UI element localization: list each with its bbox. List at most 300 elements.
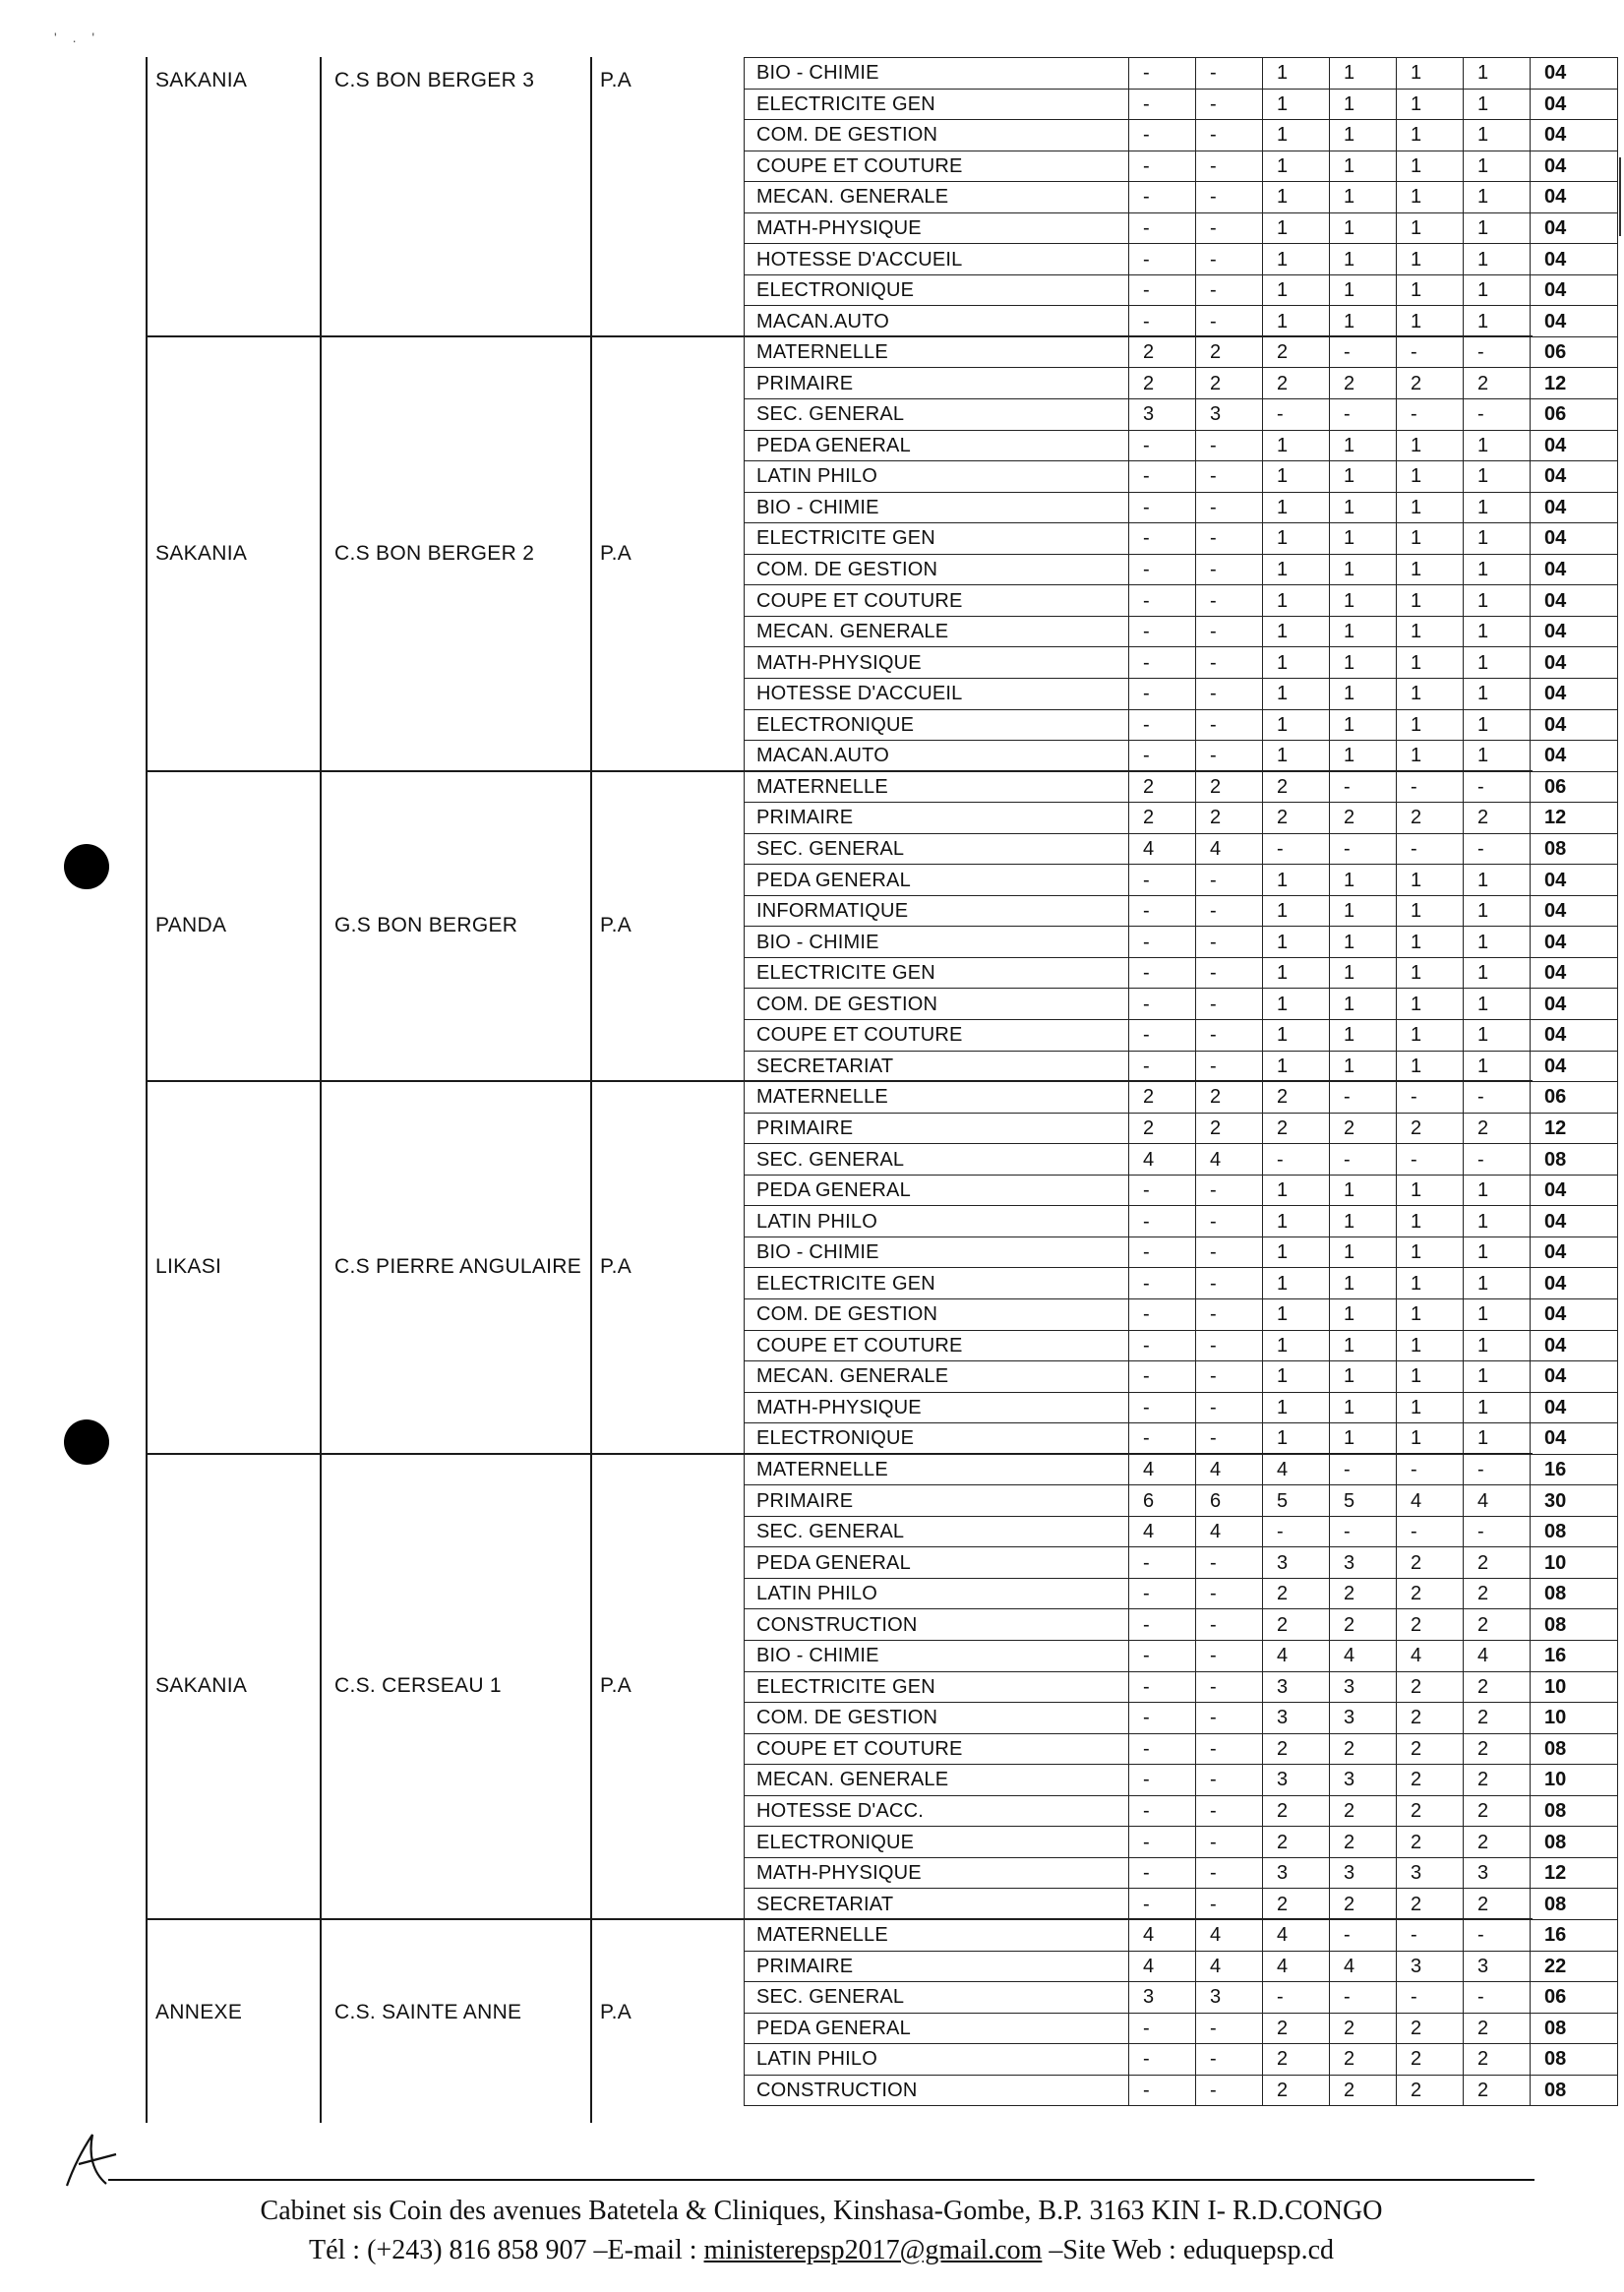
count-cell: 1 xyxy=(1464,927,1531,958)
count-cell: - xyxy=(1196,151,1263,182)
option-name-cell: MATERNELLE xyxy=(745,1920,1129,1952)
count-cell: 1 xyxy=(1464,741,1531,772)
binder-hole-icon xyxy=(64,1419,109,1465)
total-cell: 12 xyxy=(1531,1857,1618,1889)
school-type-cell: P.A xyxy=(600,541,632,565)
count-cell: - xyxy=(1129,1609,1196,1641)
count-cell: 2 xyxy=(1397,368,1464,399)
count-cell: - xyxy=(1196,895,1263,927)
count-cell: - xyxy=(1464,1516,1531,1547)
count-cell: 2 xyxy=(1464,1733,1531,1765)
count-cell: - xyxy=(1129,1733,1196,1765)
count-cell: 1 xyxy=(1263,492,1330,523)
count-cell: 1 xyxy=(1263,1175,1330,1206)
count-cell: 2 xyxy=(1464,1113,1531,1144)
table-row xyxy=(745,1951,1618,1982)
count-cell: - xyxy=(1196,1361,1263,1393)
count-cell: 4 xyxy=(1263,1951,1330,1982)
count-cell: 1 xyxy=(1263,212,1330,244)
count-cell: - xyxy=(1196,1795,1263,1827)
count-cell: 1 xyxy=(1263,89,1330,120)
option-name-cell: SEC. GENERAL xyxy=(745,399,1129,431)
count-cell: 2 xyxy=(1464,1795,1531,1827)
count-cell: - xyxy=(1196,89,1263,120)
count-cell: 3 xyxy=(1129,399,1196,431)
count-cell: 3 xyxy=(1464,1857,1531,1889)
count-cell: 1 xyxy=(1330,492,1397,523)
count-cell: 1 xyxy=(1330,58,1397,90)
table-row xyxy=(745,1547,1618,1579)
count-cell: 1 xyxy=(1397,678,1464,709)
count-cell: - xyxy=(1196,1641,1263,1672)
count-cell: 1 xyxy=(1397,585,1464,617)
count-cell: - xyxy=(1129,212,1196,244)
school-type-cell: P.A xyxy=(600,914,632,937)
count-cell: 1 xyxy=(1330,1392,1397,1423)
option-name-cell: SECRETARIAT xyxy=(745,1051,1129,1082)
table-row xyxy=(745,1857,1618,1889)
count-cell: 1 xyxy=(1464,120,1531,151)
total-cell: 04 xyxy=(1531,1298,1618,1330)
total-cell: 08 xyxy=(1531,2013,1618,2044)
option-name-cell: COUPE ET COUTURE xyxy=(745,585,1129,617)
count-cell: 3 xyxy=(1263,1703,1330,1734)
total-cell: 30 xyxy=(1531,1485,1618,1517)
count-cell: 2 xyxy=(1464,2013,1531,2044)
count-cell: - xyxy=(1196,647,1263,679)
count-cell: - xyxy=(1129,1051,1196,1082)
signature-icon xyxy=(59,2125,128,2194)
page-edge-mark xyxy=(1619,157,1621,236)
count-cell: 3 xyxy=(1129,1982,1196,2014)
count-cell: 1 xyxy=(1397,120,1464,151)
count-cell: - xyxy=(1196,1236,1263,1268)
count-cell: 2 xyxy=(1330,2075,1397,2106)
total-cell: 04 xyxy=(1531,957,1618,989)
count-cell: - xyxy=(1263,1982,1330,2014)
table-row xyxy=(745,803,1618,834)
count-cell: 1 xyxy=(1464,1206,1531,1237)
count-cell: - xyxy=(1196,1547,1263,1579)
count-cell: 1 xyxy=(1330,274,1397,306)
count-cell: 2 xyxy=(1397,1827,1464,1858)
count-cell: 2 xyxy=(1330,1795,1397,1827)
total-cell: 04 xyxy=(1531,430,1618,461)
count-cell: 5 xyxy=(1330,1485,1397,1517)
count-cell: 4 xyxy=(1129,833,1196,865)
options-table xyxy=(744,1454,1618,1920)
total-cell: 04 xyxy=(1531,182,1618,213)
count-cell: 5 xyxy=(1263,1485,1330,1517)
count-cell: 2 xyxy=(1397,1671,1464,1703)
count-cell: - xyxy=(1196,709,1263,741)
count-cell: 4 xyxy=(1196,1920,1263,1952)
count-cell: 1 xyxy=(1464,1298,1531,1330)
count-cell: 4 xyxy=(1263,1454,1330,1485)
count-cell: - xyxy=(1196,461,1263,493)
count-cell: 2 xyxy=(1263,1795,1330,1827)
count-cell: 1 xyxy=(1263,585,1330,617)
count-cell: 1 xyxy=(1464,895,1531,927)
count-cell: 1 xyxy=(1464,678,1531,709)
table-row xyxy=(745,492,1618,523)
count-cell: - xyxy=(1196,1020,1263,1052)
count-cell: - xyxy=(1129,492,1196,523)
count-cell: - xyxy=(1330,399,1397,431)
table-row xyxy=(745,430,1618,461)
count-cell: 1 xyxy=(1263,1330,1330,1361)
count-cell: 1 xyxy=(1330,1051,1397,1082)
option-name-cell: PRIMAIRE xyxy=(745,368,1129,399)
count-cell: - xyxy=(1196,306,1263,337)
count-cell: - xyxy=(1196,1857,1263,1889)
count-cell: - xyxy=(1464,1454,1531,1485)
count-cell: 2 xyxy=(1397,1113,1464,1144)
footer-email: ministerepsp2017@gmail.com xyxy=(703,2235,1043,2265)
count-cell: 4 xyxy=(1129,1920,1196,1952)
table-row xyxy=(745,1082,1618,1114)
count-cell: 1 xyxy=(1263,989,1330,1020)
count-cell: 1 xyxy=(1464,523,1531,555)
count-cell: 2 xyxy=(1464,1578,1531,1609)
count-cell: - xyxy=(1464,771,1531,803)
count-cell: - xyxy=(1196,678,1263,709)
count-cell: - xyxy=(1397,1082,1464,1114)
count-cell: 2 xyxy=(1263,368,1330,399)
count-cell: 1 xyxy=(1263,1236,1330,1268)
count-cell: 1 xyxy=(1330,151,1397,182)
count-cell: - xyxy=(1196,2075,1263,2106)
table-row xyxy=(745,1392,1618,1423)
school-name-cell: C.S BON BERGER 3 xyxy=(334,69,535,91)
count-cell: 1 xyxy=(1263,709,1330,741)
count-cell: 1 xyxy=(1464,58,1531,90)
option-name-cell: ELECTRICITE GEN xyxy=(745,1671,1129,1703)
count-cell: 3 xyxy=(1196,1982,1263,2014)
count-cell: 2 xyxy=(1397,1795,1464,1827)
count-cell: - xyxy=(1196,1827,1263,1858)
count-cell: 3 xyxy=(1263,1857,1330,1889)
count-cell: - xyxy=(1196,957,1263,989)
count-cell: - xyxy=(1330,1982,1397,2014)
table-row xyxy=(745,1298,1618,1330)
option-name-cell: PRIMAIRE xyxy=(745,803,1129,834)
total-cell: 08 xyxy=(1531,2044,1618,2076)
option-name-cell: MATERNELLE xyxy=(745,1082,1129,1114)
total-cell: 12 xyxy=(1531,803,1618,834)
count-cell: 1 xyxy=(1397,1175,1464,1206)
total-cell: 04 xyxy=(1531,1423,1618,1455)
count-cell: - xyxy=(1196,1330,1263,1361)
option-name-cell: PEDA GENERAL xyxy=(745,1547,1129,1579)
count-cell: 3 xyxy=(1464,1951,1531,1982)
table-row xyxy=(745,1733,1618,1765)
table-row xyxy=(745,647,1618,679)
count-cell: 2 xyxy=(1397,2044,1464,2076)
count-cell: 1 xyxy=(1263,120,1330,151)
count-cell: - xyxy=(1196,58,1263,90)
count-cell: 4 xyxy=(1464,1641,1531,1672)
count-cell: 2 xyxy=(1330,803,1397,834)
total-cell: 04 xyxy=(1531,1020,1618,1052)
table-row xyxy=(745,1485,1618,1517)
count-cell: 3 xyxy=(1397,1951,1464,1982)
table-row xyxy=(745,771,1618,803)
total-cell: 04 xyxy=(1531,1206,1618,1237)
count-cell: - xyxy=(1129,989,1196,1020)
option-name-cell: SEC. GENERAL xyxy=(745,1516,1129,1547)
total-cell: 04 xyxy=(1531,523,1618,555)
count-cell: 2 xyxy=(1196,368,1263,399)
count-cell: 1 xyxy=(1330,1236,1397,1268)
total-cell: 04 xyxy=(1531,1361,1618,1393)
table-row xyxy=(745,1330,1618,1361)
count-cell: 1 xyxy=(1330,1298,1397,1330)
table-row xyxy=(745,1113,1618,1144)
total-cell: 12 xyxy=(1531,368,1618,399)
count-cell: 4 xyxy=(1196,833,1263,865)
count-cell: 1 xyxy=(1464,709,1531,741)
footer-tel: Tél : (+243) 816 858 907 –E-mail : xyxy=(309,2235,704,2265)
count-cell: - xyxy=(1196,492,1263,523)
count-cell: 1 xyxy=(1263,1206,1330,1237)
count-cell: - xyxy=(1464,833,1531,865)
total-cell: 06 xyxy=(1531,399,1618,431)
count-cell: 2 xyxy=(1397,1609,1464,1641)
count-cell: - xyxy=(1397,399,1464,431)
count-cell: 2 xyxy=(1263,1889,1330,1920)
count-cell: 1 xyxy=(1464,585,1531,617)
count-cell: 2 xyxy=(1263,771,1330,803)
count-cell: 1 xyxy=(1397,709,1464,741)
option-name-cell: MECAN. GENERALE xyxy=(745,616,1129,647)
count-cell: - xyxy=(1196,741,1263,772)
table-row xyxy=(745,120,1618,151)
option-name-cell: MACAN.AUTO xyxy=(745,306,1129,337)
count-cell: 1 xyxy=(1397,647,1464,679)
total-cell: 16 xyxy=(1531,1454,1618,1485)
count-cell: - xyxy=(1129,1392,1196,1423)
total-cell: 04 xyxy=(1531,741,1618,772)
count-cell: 1 xyxy=(1263,1268,1330,1299)
table-row xyxy=(745,833,1618,865)
total-cell: 06 xyxy=(1531,1082,1618,1114)
school-name-cell: G.S BON BERGER xyxy=(334,914,518,937)
count-cell: 1 xyxy=(1464,647,1531,679)
table-row xyxy=(745,306,1618,337)
count-cell: 1 xyxy=(1330,957,1397,989)
option-name-cell: BIO - CHIMIE xyxy=(745,1236,1129,1268)
count-cell: 1 xyxy=(1397,554,1464,585)
count-cell: 1 xyxy=(1397,1298,1464,1330)
option-name-cell: BIO - CHIMIE xyxy=(745,927,1129,958)
option-name-cell: ELECTRONIQUE xyxy=(745,1423,1129,1455)
count-cell: - xyxy=(1129,1206,1196,1237)
count-cell: 2 xyxy=(1464,1547,1531,1579)
total-cell: 04 xyxy=(1531,89,1618,120)
table-row xyxy=(745,1671,1618,1703)
count-cell: 1 xyxy=(1397,89,1464,120)
count-cell: 1 xyxy=(1330,616,1397,647)
table-row xyxy=(745,554,1618,585)
count-cell: 1 xyxy=(1464,244,1531,275)
count-cell: 1 xyxy=(1330,1268,1397,1299)
count-cell: - xyxy=(1196,2013,1263,2044)
option-name-cell: PEDA GENERAL xyxy=(745,2013,1129,2044)
option-name-cell: BIO - CHIMIE xyxy=(745,1641,1129,1672)
total-cell: 08 xyxy=(1531,1889,1618,1920)
table-row xyxy=(745,1795,1618,1827)
count-cell: 1 xyxy=(1397,182,1464,213)
table-row xyxy=(745,1578,1618,1609)
option-name-cell: MATH-PHYSIQUE xyxy=(745,1392,1129,1423)
table-row xyxy=(745,2075,1618,2106)
count-cell: 1 xyxy=(1464,1051,1531,1082)
count-cell: 1 xyxy=(1464,1330,1531,1361)
location-cell: PANDA xyxy=(155,914,227,937)
count-cell: 2 xyxy=(1330,1733,1397,1765)
count-cell: 2 xyxy=(1464,2075,1531,2106)
option-name-cell: MATERNELLE xyxy=(745,771,1129,803)
count-cell: - xyxy=(1129,2013,1196,2044)
count-cell: - xyxy=(1129,678,1196,709)
count-cell: - xyxy=(1397,833,1464,865)
count-cell: - xyxy=(1129,616,1196,647)
count-cell: 2 xyxy=(1196,1082,1263,1114)
option-name-cell: COM. DE GESTION xyxy=(745,1703,1129,1734)
table-row xyxy=(745,2013,1618,2044)
count-cell: 1 xyxy=(1397,212,1464,244)
table-row xyxy=(745,523,1618,555)
total-cell: 10 xyxy=(1531,1765,1618,1796)
count-cell: - xyxy=(1464,1982,1531,2014)
school-name-cell: C.S. SAINTE ANNE xyxy=(334,2000,522,2023)
count-cell: 1 xyxy=(1397,1051,1464,1082)
count-cell: 2 xyxy=(1129,336,1196,368)
count-cell: 6 xyxy=(1196,1485,1263,1517)
count-cell: 4 xyxy=(1196,1516,1263,1547)
table-row xyxy=(745,1175,1618,1206)
count-cell: 1 xyxy=(1397,1330,1464,1361)
count-cell: 2 xyxy=(1330,1113,1397,1144)
footer-rule xyxy=(108,2179,1534,2181)
count-cell: 2 xyxy=(1464,1703,1531,1734)
table-row xyxy=(745,1144,1618,1176)
count-cell: - xyxy=(1129,2075,1196,2106)
count-cell: 1 xyxy=(1464,492,1531,523)
count-cell: 1 xyxy=(1397,1361,1464,1393)
option-name-cell: COM. DE GESTION xyxy=(745,120,1129,151)
count-cell: - xyxy=(1196,1392,1263,1423)
total-cell: 08 xyxy=(1531,1578,1618,1609)
option-name-cell: CONSTRUCTION xyxy=(745,2075,1129,2106)
total-cell: 04 xyxy=(1531,616,1618,647)
count-cell: - xyxy=(1129,306,1196,337)
count-cell: 4 xyxy=(1263,1641,1330,1672)
count-cell: 1 xyxy=(1397,1020,1464,1052)
table-row xyxy=(745,336,1618,368)
count-cell: - xyxy=(1129,647,1196,679)
count-cell: - xyxy=(1196,1889,1263,1920)
footer-contact xyxy=(108,2235,1534,2266)
count-cell: - xyxy=(1196,585,1263,617)
count-cell: 2 xyxy=(1129,1113,1196,1144)
count-cell: - xyxy=(1196,1703,1263,1734)
option-name-cell: COM. DE GESTION xyxy=(745,554,1129,585)
option-name-cell: BIO - CHIMIE xyxy=(745,492,1129,523)
count-cell: 1 xyxy=(1330,678,1397,709)
total-cell: 06 xyxy=(1531,771,1618,803)
footer-site: –Site Web : eduquepsp.cd xyxy=(1042,2235,1334,2265)
option-name-cell: SEC. GENERAL xyxy=(745,1982,1129,2014)
total-cell: 04 xyxy=(1531,927,1618,958)
table-row xyxy=(745,1206,1618,1237)
table-row xyxy=(745,957,1618,989)
count-cell: 2 xyxy=(1330,1889,1397,1920)
count-cell: 1 xyxy=(1330,182,1397,213)
count-cell: 1 xyxy=(1397,1206,1464,1237)
total-cell: 08 xyxy=(1531,1144,1618,1176)
count-cell: 2 xyxy=(1464,368,1531,399)
count-cell: 3 xyxy=(1330,1547,1397,1579)
school-block xyxy=(146,336,1567,771)
count-cell: 1 xyxy=(1263,151,1330,182)
table-row xyxy=(745,1889,1618,1920)
total-cell: 04 xyxy=(1531,1175,1618,1206)
count-cell: 2 xyxy=(1464,803,1531,834)
count-cell: 3 xyxy=(1397,1857,1464,1889)
count-cell: - xyxy=(1263,399,1330,431)
count-cell: 2 xyxy=(1397,803,1464,834)
scan-marks: ' . ' xyxy=(54,30,101,45)
count-cell: 4 xyxy=(1263,1920,1330,1952)
count-cell: - xyxy=(1263,1516,1330,1547)
count-cell: 1 xyxy=(1397,244,1464,275)
count-cell: 2 xyxy=(1464,1765,1531,1796)
total-cell: 04 xyxy=(1531,1330,1618,1361)
total-cell: 04 xyxy=(1531,554,1618,585)
option-name-cell: ELECTRONIQUE xyxy=(745,1827,1129,1858)
count-cell: 2 xyxy=(1464,1609,1531,1641)
school-block xyxy=(146,771,1567,1082)
option-name-cell: ELECTRICITE GEN xyxy=(745,957,1129,989)
table-row xyxy=(745,989,1618,1020)
count-cell: - xyxy=(1464,336,1531,368)
count-cell: 1 xyxy=(1330,523,1397,555)
table-row xyxy=(745,741,1618,772)
count-cell: 2 xyxy=(1397,1703,1464,1734)
count-cell: 1 xyxy=(1330,212,1397,244)
count-cell: 1 xyxy=(1330,1330,1397,1361)
table-row xyxy=(745,1920,1618,1952)
count-cell: - xyxy=(1397,771,1464,803)
count-cell: 2 xyxy=(1464,1671,1531,1703)
total-cell: 10 xyxy=(1531,1547,1618,1579)
option-name-cell: ELECTRONIQUE xyxy=(745,709,1129,741)
count-cell: 1 xyxy=(1464,1392,1531,1423)
table-row xyxy=(745,399,1618,431)
total-cell: 08 xyxy=(1531,1516,1618,1547)
option-name-cell: COUPE ET COUTURE xyxy=(745,151,1129,182)
table-row xyxy=(745,895,1618,927)
count-cell: - xyxy=(1129,523,1196,555)
option-name-cell: COUPE ET COUTURE xyxy=(745,1733,1129,1765)
count-cell: 4 xyxy=(1129,1144,1196,1176)
count-cell: 3 xyxy=(1263,1671,1330,1703)
total-cell: 16 xyxy=(1531,1641,1618,1672)
count-cell: - xyxy=(1129,274,1196,306)
count-cell: - xyxy=(1196,2044,1263,2076)
